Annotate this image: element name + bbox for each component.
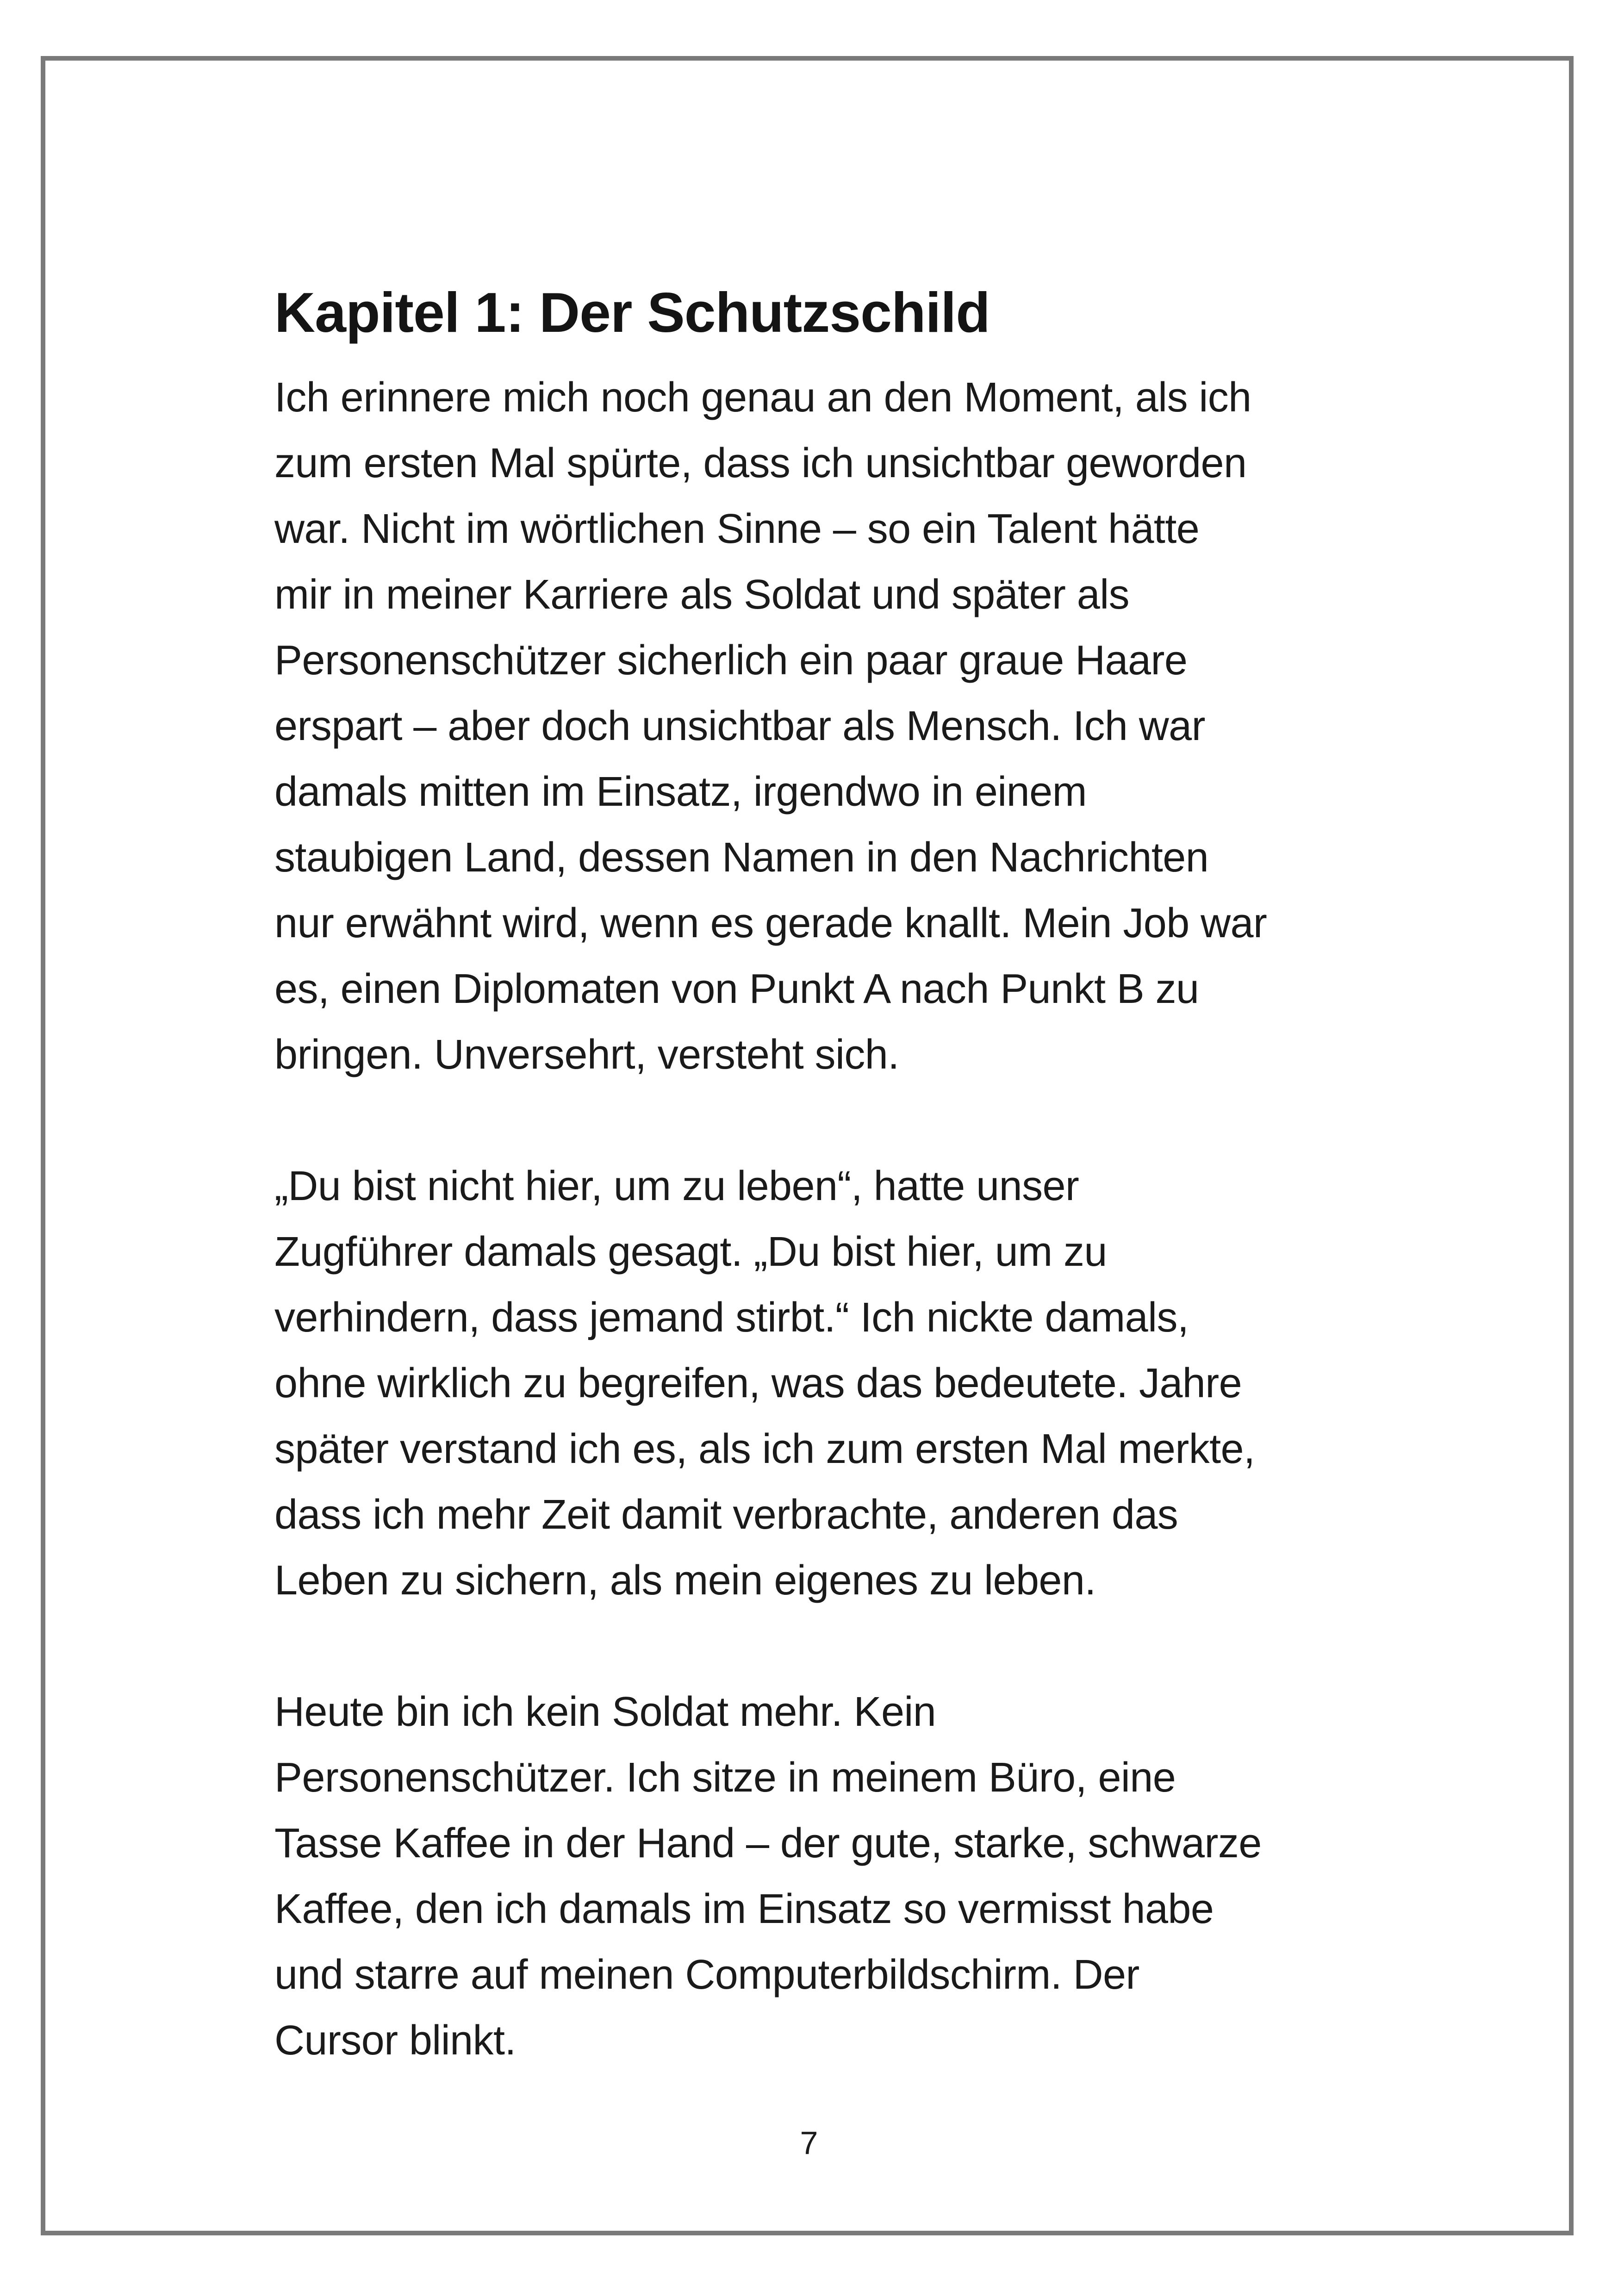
text-line: später verstand ich es, als ich zum ersten Mal merkte, <box>274 1426 1255 1472</box>
text-line: erspart – aber doch unsichtbar als Mensch. Ich war <box>274 703 1205 749</box>
text-line: Tasse Kaffee in der Hand – der gute, starke, schwarze <box>274 1820 1262 1867</box>
text-line: bringen. Unversehrt, versteht sich. <box>274 1032 899 1078</box>
text-line: zum ersten Mal spürte, dass ich unsichtbar geworden <box>274 440 1247 486</box>
text-line: verhindern, dass jemand stirbt.“ Ich nickte damals, <box>274 1294 1189 1341</box>
paragraph-3 <box>274 1679 1394 2073</box>
chapter-title: Kapitel 1: Der Schutzschild <box>274 281 990 344</box>
text-line: nur erwähnt wird, wenn es gerade knallt. Mein Job war <box>274 900 1267 946</box>
text-line: und starre auf meinen Computerbildschirm. Der <box>274 1952 1139 1998</box>
text-line: Kaffee, den ich damals im Einsatz so vermisst habe <box>274 1886 1214 1932</box>
text-line: war. Nicht im wörtlichen Sinne – so ein Talent hätte <box>274 506 1200 552</box>
paragraph-1 <box>274 365 1394 1088</box>
text-line: mir in meiner Karriere als Soldat und später als <box>274 572 1130 618</box>
text-line: dass ich mehr Zeit damit verbrachte, anderen das <box>274 1492 1178 1538</box>
page-content <box>274 278 1394 2073</box>
text-line: es, einen Diplomaten von Punkt A nach Punkt B zu <box>274 966 1199 1012</box>
text-line: Leben zu sichern, als mein eigenes zu leben. <box>274 1557 1096 1604</box>
text-line: Heute bin ich kein Soldat mehr. Kein <box>274 1689 936 1735</box>
text-line: Personenschützer sicherlich ein paar graue Haare <box>274 637 1188 684</box>
text-line: Zugführer damals gesagt. „Du bist hier, um zu <box>274 1229 1107 1275</box>
text-line: staubigen Land, dessen Namen in den Nachrichten <box>274 834 1209 881</box>
text-line: Personenschützer. Ich sitze in meinem Büro, eine <box>274 1755 1176 1801</box>
text-line: damals mitten im Einsatz, irgendwo in einem <box>274 769 1087 815</box>
page-number: 7 <box>800 2125 818 2161</box>
text-line: ohne wirklich zu begreifen, was das bedeutete. Jahre <box>274 1360 1242 1406</box>
text-line: Cursor blinkt. <box>274 2017 516 2064</box>
text-line: „Du bist nicht hier, um zu leben“, hatte unser <box>274 1163 1079 1209</box>
paragraph-2 <box>274 1153 1394 1613</box>
text-line: Ich erinnere mich noch genau an den Moment, als ich <box>274 374 1251 421</box>
